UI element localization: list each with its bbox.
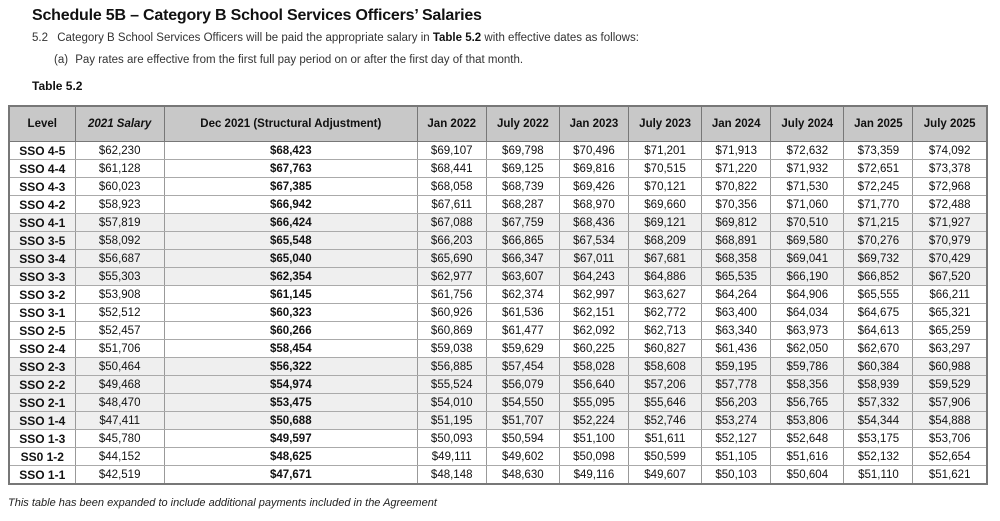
salary-cell: $50,594 <box>486 430 559 448</box>
salary-cell: $60,323 <box>164 304 417 322</box>
level-cell: SSO 2-3 <box>9 358 75 376</box>
salary-table <box>8 105 988 485</box>
clause-text-end: with effective dates as follows: <box>481 32 639 44</box>
salary-cell: $64,034 <box>771 304 844 322</box>
salary-cell: $60,023 <box>75 178 164 196</box>
salary-cell: $66,347 <box>486 250 559 268</box>
salary-cell: $53,475 <box>164 394 417 412</box>
salary-cell: $52,224 <box>560 412 629 430</box>
table-row <box>9 160 987 178</box>
salary-cell: $54,974 <box>164 376 417 394</box>
salary-cell: $68,423 <box>164 142 417 160</box>
salary-cell: $68,209 <box>628 232 701 250</box>
salary-cell: $72,651 <box>844 160 913 178</box>
level-cell: SSO 1-4 <box>9 412 75 430</box>
salary-cell: $63,400 <box>702 304 771 322</box>
salary-cell: $51,100 <box>560 430 629 448</box>
salary-cell: $60,384 <box>844 358 913 376</box>
salary-cell: $51,611 <box>628 430 701 448</box>
salary-cell: $59,038 <box>417 340 486 358</box>
salary-cell: $62,354 <box>164 268 417 286</box>
salary-cell: $59,195 <box>702 358 771 376</box>
salary-cell: $59,629 <box>486 340 559 358</box>
salary-cell: $67,088 <box>417 214 486 232</box>
salary-cell: $60,869 <box>417 322 486 340</box>
salary-cell: $71,932 <box>771 160 844 178</box>
level-cell: SSO 3-2 <box>9 286 75 304</box>
column-header: Jan 2024 <box>702 106 771 142</box>
salary-cell: $69,426 <box>560 178 629 196</box>
level-cell: SSO 2-4 <box>9 340 75 358</box>
column-header: Jan 2025 <box>844 106 913 142</box>
salary-cell: $67,534 <box>560 232 629 250</box>
table-row <box>9 412 987 430</box>
salary-cell: $51,706 <box>75 340 164 358</box>
footnote: This table has been expanded to include additional payments included in the Agreement <box>8 497 437 509</box>
salary-cell: $70,356 <box>702 196 771 214</box>
salary-cell: $58,454 <box>164 340 417 358</box>
table-row <box>9 178 987 196</box>
salary-cell: $68,287 <box>486 196 559 214</box>
salary-cell: $57,206 <box>628 376 701 394</box>
salary-cell: $52,127 <box>702 430 771 448</box>
salary-cell: $45,780 <box>75 430 164 448</box>
table-row <box>9 340 987 358</box>
salary-cell: $70,121 <box>628 178 701 196</box>
salary-cell: $71,927 <box>913 214 987 232</box>
salary-cell: $42,519 <box>75 466 164 485</box>
clause-number: 5.2 <box>32 32 48 44</box>
salary-cell: $69,580 <box>771 232 844 250</box>
level-cell: SSO 4-2 <box>9 196 75 214</box>
table-header-row <box>9 106 987 142</box>
column-header: Jan 2022 <box>417 106 486 142</box>
salary-cell: $60,225 <box>560 340 629 358</box>
salary-cell: $61,128 <box>75 160 164 178</box>
table-row <box>9 250 987 268</box>
salary-cell: $49,116 <box>560 466 629 485</box>
salary-cell: $66,203 <box>417 232 486 250</box>
salary-cell: $68,441 <box>417 160 486 178</box>
salary-cell: $63,297 <box>913 340 987 358</box>
subclause-a <box>54 54 523 66</box>
level-cell: SS0 1-2 <box>9 448 75 466</box>
table-row <box>9 142 987 160</box>
level-cell: SSO 3-3 <box>9 268 75 286</box>
level-cell: SSO 4-3 <box>9 178 75 196</box>
salary-cell: $51,105 <box>702 448 771 466</box>
salary-cell: $50,098 <box>560 448 629 466</box>
level-cell: SSO 2-2 <box>9 376 75 394</box>
salary-cell: $56,687 <box>75 250 164 268</box>
salary-cell: $71,060 <box>771 196 844 214</box>
salary-cell: $47,671 <box>164 466 417 485</box>
salary-cell: $69,121 <box>628 214 701 232</box>
salary-cell: $49,607 <box>628 466 701 485</box>
salary-cell: $64,906 <box>771 286 844 304</box>
salary-cell: $71,220 <box>702 160 771 178</box>
salary-cell: $70,496 <box>560 142 629 160</box>
salary-cell: $70,276 <box>844 232 913 250</box>
salary-cell: $48,148 <box>417 466 486 485</box>
column-header: Level <box>9 106 75 142</box>
salary-cell: $57,819 <box>75 214 164 232</box>
salary-cell: $47,411 <box>75 412 164 430</box>
salary-cell: $48,470 <box>75 394 164 412</box>
salary-cell: $67,611 <box>417 196 486 214</box>
salary-cell: $71,215 <box>844 214 913 232</box>
page-title: Schedule 5B – Category B School Services Officers’ Salaries <box>32 7 482 24</box>
salary-cell: $69,125 <box>486 160 559 178</box>
salary-cell: $60,266 <box>164 322 417 340</box>
salary-cell: $68,970 <box>560 196 629 214</box>
table-row <box>9 214 987 232</box>
salary-cell: $62,997 <box>560 286 629 304</box>
salary-cell: $73,378 <box>913 160 987 178</box>
salary-cell: $72,488 <box>913 196 987 214</box>
salary-cell: $68,739 <box>486 178 559 196</box>
salary-cell: $65,555 <box>844 286 913 304</box>
salary-cell: $50,599 <box>628 448 701 466</box>
salary-cell: $56,079 <box>486 376 559 394</box>
salary-cell: $52,746 <box>628 412 701 430</box>
salary-cell: $51,110 <box>844 466 913 485</box>
salary-cell: $66,424 <box>164 214 417 232</box>
salary-cell: $62,092 <box>560 322 629 340</box>
salary-cell: $67,763 <box>164 160 417 178</box>
salary-cell: $66,852 <box>844 268 913 286</box>
salary-cell: $58,356 <box>771 376 844 394</box>
salary-cell: $69,041 <box>771 250 844 268</box>
table-row <box>9 286 987 304</box>
salary-cell: $50,604 <box>771 466 844 485</box>
salary-cell: $58,028 <box>560 358 629 376</box>
subclause-text: Pay rates are effective from the first full pay period on or after the first day of that month. <box>75 54 524 66</box>
salary-cell: $70,429 <box>913 250 987 268</box>
column-header: July 2022 <box>486 106 559 142</box>
subclause-number: (a) <box>54 54 69 66</box>
salary-cell: $51,195 <box>417 412 486 430</box>
salary-cell: $63,973 <box>771 322 844 340</box>
salary-cell: $62,230 <box>75 142 164 160</box>
salary-cell: $52,654 <box>913 448 987 466</box>
salary-cell: $65,548 <box>164 232 417 250</box>
salary-cell: $49,468 <box>75 376 164 394</box>
salary-cell: $66,190 <box>771 268 844 286</box>
salary-cell: $63,607 <box>486 268 559 286</box>
column-header: July 2024 <box>771 106 844 142</box>
salary-cell: $53,908 <box>75 286 164 304</box>
salary-cell: $54,550 <box>486 394 559 412</box>
level-cell: SSO 2-5 <box>9 322 75 340</box>
salary-cell: $68,358 <box>702 250 771 268</box>
salary-cell: $49,111 <box>417 448 486 466</box>
salary-cell: $72,245 <box>844 178 913 196</box>
salary-cell: $71,530 <box>771 178 844 196</box>
salary-cell: $72,968 <box>913 178 987 196</box>
salary-cell: $55,095 <box>560 394 629 412</box>
salary-cell: $57,332 <box>844 394 913 412</box>
salary-cell: $52,457 <box>75 322 164 340</box>
salary-cell: $56,322 <box>164 358 417 376</box>
salary-cell: $62,670 <box>844 340 913 358</box>
salary-cell: $65,321 <box>913 304 987 322</box>
table-row <box>9 304 987 322</box>
salary-cell: $58,608 <box>628 358 701 376</box>
salary-cell: $64,886 <box>628 268 701 286</box>
salary-cell: $53,706 <box>913 430 987 448</box>
salary-cell: $51,707 <box>486 412 559 430</box>
salary-cell: $69,732 <box>844 250 913 268</box>
level-cell: SSO 2-1 <box>9 394 75 412</box>
table-row <box>9 322 987 340</box>
salary-cell: $66,211 <box>913 286 987 304</box>
salary-cell: $62,713 <box>628 322 701 340</box>
salary-cell: $63,627 <box>628 286 701 304</box>
salary-cell: $69,816 <box>560 160 629 178</box>
level-cell: SSO 4-1 <box>9 214 75 232</box>
table-label: Table 5.2 <box>32 79 83 93</box>
salary-cell: $57,778 <box>702 376 771 394</box>
column-header: 2021 Salary <box>75 106 164 142</box>
salary-cell: $55,303 <box>75 268 164 286</box>
salary-cell: $65,259 <box>913 322 987 340</box>
salary-cell: $69,798 <box>486 142 559 160</box>
salary-cell: $61,756 <box>417 286 486 304</box>
salary-cell: $54,010 <box>417 394 486 412</box>
salary-cell: $51,621 <box>913 466 987 485</box>
salary-cell: $60,988 <box>913 358 987 376</box>
salary-cell: $62,977 <box>417 268 486 286</box>
salary-cell: $61,477 <box>486 322 559 340</box>
salary-cell: $44,152 <box>75 448 164 466</box>
table-row <box>9 430 987 448</box>
salary-cell: $68,891 <box>702 232 771 250</box>
level-cell: SSO 4-4 <box>9 160 75 178</box>
level-cell: SSO 4-5 <box>9 142 75 160</box>
level-cell: SSO 3-1 <box>9 304 75 322</box>
level-cell: SSO 3-5 <box>9 232 75 250</box>
salary-cell: $57,906 <box>913 394 987 412</box>
salary-cell: $60,827 <box>628 340 701 358</box>
salary-cell: $70,979 <box>913 232 987 250</box>
salary-cell: $54,344 <box>844 412 913 430</box>
salary-cell: $50,093 <box>417 430 486 448</box>
salary-cell: $50,688 <box>164 412 417 430</box>
salary-cell: $70,510 <box>771 214 844 232</box>
salary-cell: $68,058 <box>417 178 486 196</box>
clause-table-ref: Table 5.2 <box>432 32 482 44</box>
level-cell: SSO 3-4 <box>9 250 75 268</box>
salary-cell: $50,464 <box>75 358 164 376</box>
salary-cell: $58,923 <box>75 196 164 214</box>
salary-cell: $70,822 <box>702 178 771 196</box>
salary-cell: $57,454 <box>486 358 559 376</box>
salary-cell: $58,092 <box>75 232 164 250</box>
salary-cell: $67,520 <box>913 268 987 286</box>
clause-5-2 <box>32 32 639 44</box>
table-row <box>9 376 987 394</box>
salary-cell: $55,646 <box>628 394 701 412</box>
salary-cell: $49,597 <box>164 430 417 448</box>
column-header: Dec 2021 (Structural Adjustment) <box>164 106 417 142</box>
salary-cell: $60,926 <box>417 304 486 322</box>
salary-cell: $53,175 <box>844 430 913 448</box>
salary-cell: $61,436 <box>702 340 771 358</box>
salary-cell: $55,524 <box>417 376 486 394</box>
salary-cell: $73,359 <box>844 142 913 160</box>
salary-cell: $56,885 <box>417 358 486 376</box>
salary-cell: $67,385 <box>164 178 417 196</box>
salary-cell: $71,913 <box>702 142 771 160</box>
salary-cell: $62,772 <box>628 304 701 322</box>
salary-cell: $65,535 <box>702 268 771 286</box>
table-body <box>9 142 987 485</box>
salary-cell: $71,770 <box>844 196 913 214</box>
salary-cell: $51,616 <box>771 448 844 466</box>
salary-cell: $61,536 <box>486 304 559 322</box>
column-header: Jan 2023 <box>560 106 629 142</box>
salary-cell: $62,374 <box>486 286 559 304</box>
salary-cell: $62,151 <box>560 304 629 322</box>
salary-cell: $52,512 <box>75 304 164 322</box>
salary-cell: $64,243 <box>560 268 629 286</box>
salary-cell: $65,690 <box>417 250 486 268</box>
level-cell: SSO 1-1 <box>9 466 75 485</box>
salary-cell: $67,759 <box>486 214 559 232</box>
salary-cell: $74,092 <box>913 142 987 160</box>
salary-cell: $61,145 <box>164 286 417 304</box>
salary-cell: $54,888 <box>913 412 987 430</box>
table-row <box>9 394 987 412</box>
salary-cell: $59,786 <box>771 358 844 376</box>
table-row <box>9 466 987 485</box>
salary-cell: $58,939 <box>844 376 913 394</box>
salary-cell: $52,132 <box>844 448 913 466</box>
salary-cell: $50,103 <box>702 466 771 485</box>
salary-cell: $69,660 <box>628 196 701 214</box>
salary-cell: $56,765 <box>771 394 844 412</box>
salary-cell: $66,942 <box>164 196 417 214</box>
salary-cell: $52,648 <box>771 430 844 448</box>
salary-cell: $53,274 <box>702 412 771 430</box>
column-header: July 2025 <box>913 106 987 142</box>
salary-cell: $69,107 <box>417 142 486 160</box>
salary-cell: $64,613 <box>844 322 913 340</box>
clause-text: Category B School Services Officers will be paid the appropriate salary in <box>57 32 433 44</box>
salary-cell: $64,264 <box>702 286 771 304</box>
salary-cell: $48,630 <box>486 466 559 485</box>
table-row <box>9 268 987 286</box>
salary-cell: $66,865 <box>486 232 559 250</box>
salary-cell: $62,050 <box>771 340 844 358</box>
salary-cell: $59,529 <box>913 376 987 394</box>
salary-cell: $68,436 <box>560 214 629 232</box>
salary-cell: $70,515 <box>628 160 701 178</box>
salary-cell: $67,011 <box>560 250 629 268</box>
salary-cell: $49,602 <box>486 448 559 466</box>
table-row <box>9 196 987 214</box>
level-cell: SSO 1-3 <box>9 430 75 448</box>
table-row <box>9 358 987 376</box>
column-header: July 2023 <box>628 106 701 142</box>
salary-cell: $67,681 <box>628 250 701 268</box>
salary-cell: $71,201 <box>628 142 701 160</box>
salary-cell: $56,203 <box>702 394 771 412</box>
salary-cell: $65,040 <box>164 250 417 268</box>
salary-cell: $69,812 <box>702 214 771 232</box>
salary-cell: $56,640 <box>560 376 629 394</box>
table-row <box>9 448 987 466</box>
salary-cell: $63,340 <box>702 322 771 340</box>
salary-cell: $48,625 <box>164 448 417 466</box>
salary-cell: $72,632 <box>771 142 844 160</box>
salary-cell: $53,806 <box>771 412 844 430</box>
salary-cell: $64,675 <box>844 304 913 322</box>
table-row <box>9 232 987 250</box>
